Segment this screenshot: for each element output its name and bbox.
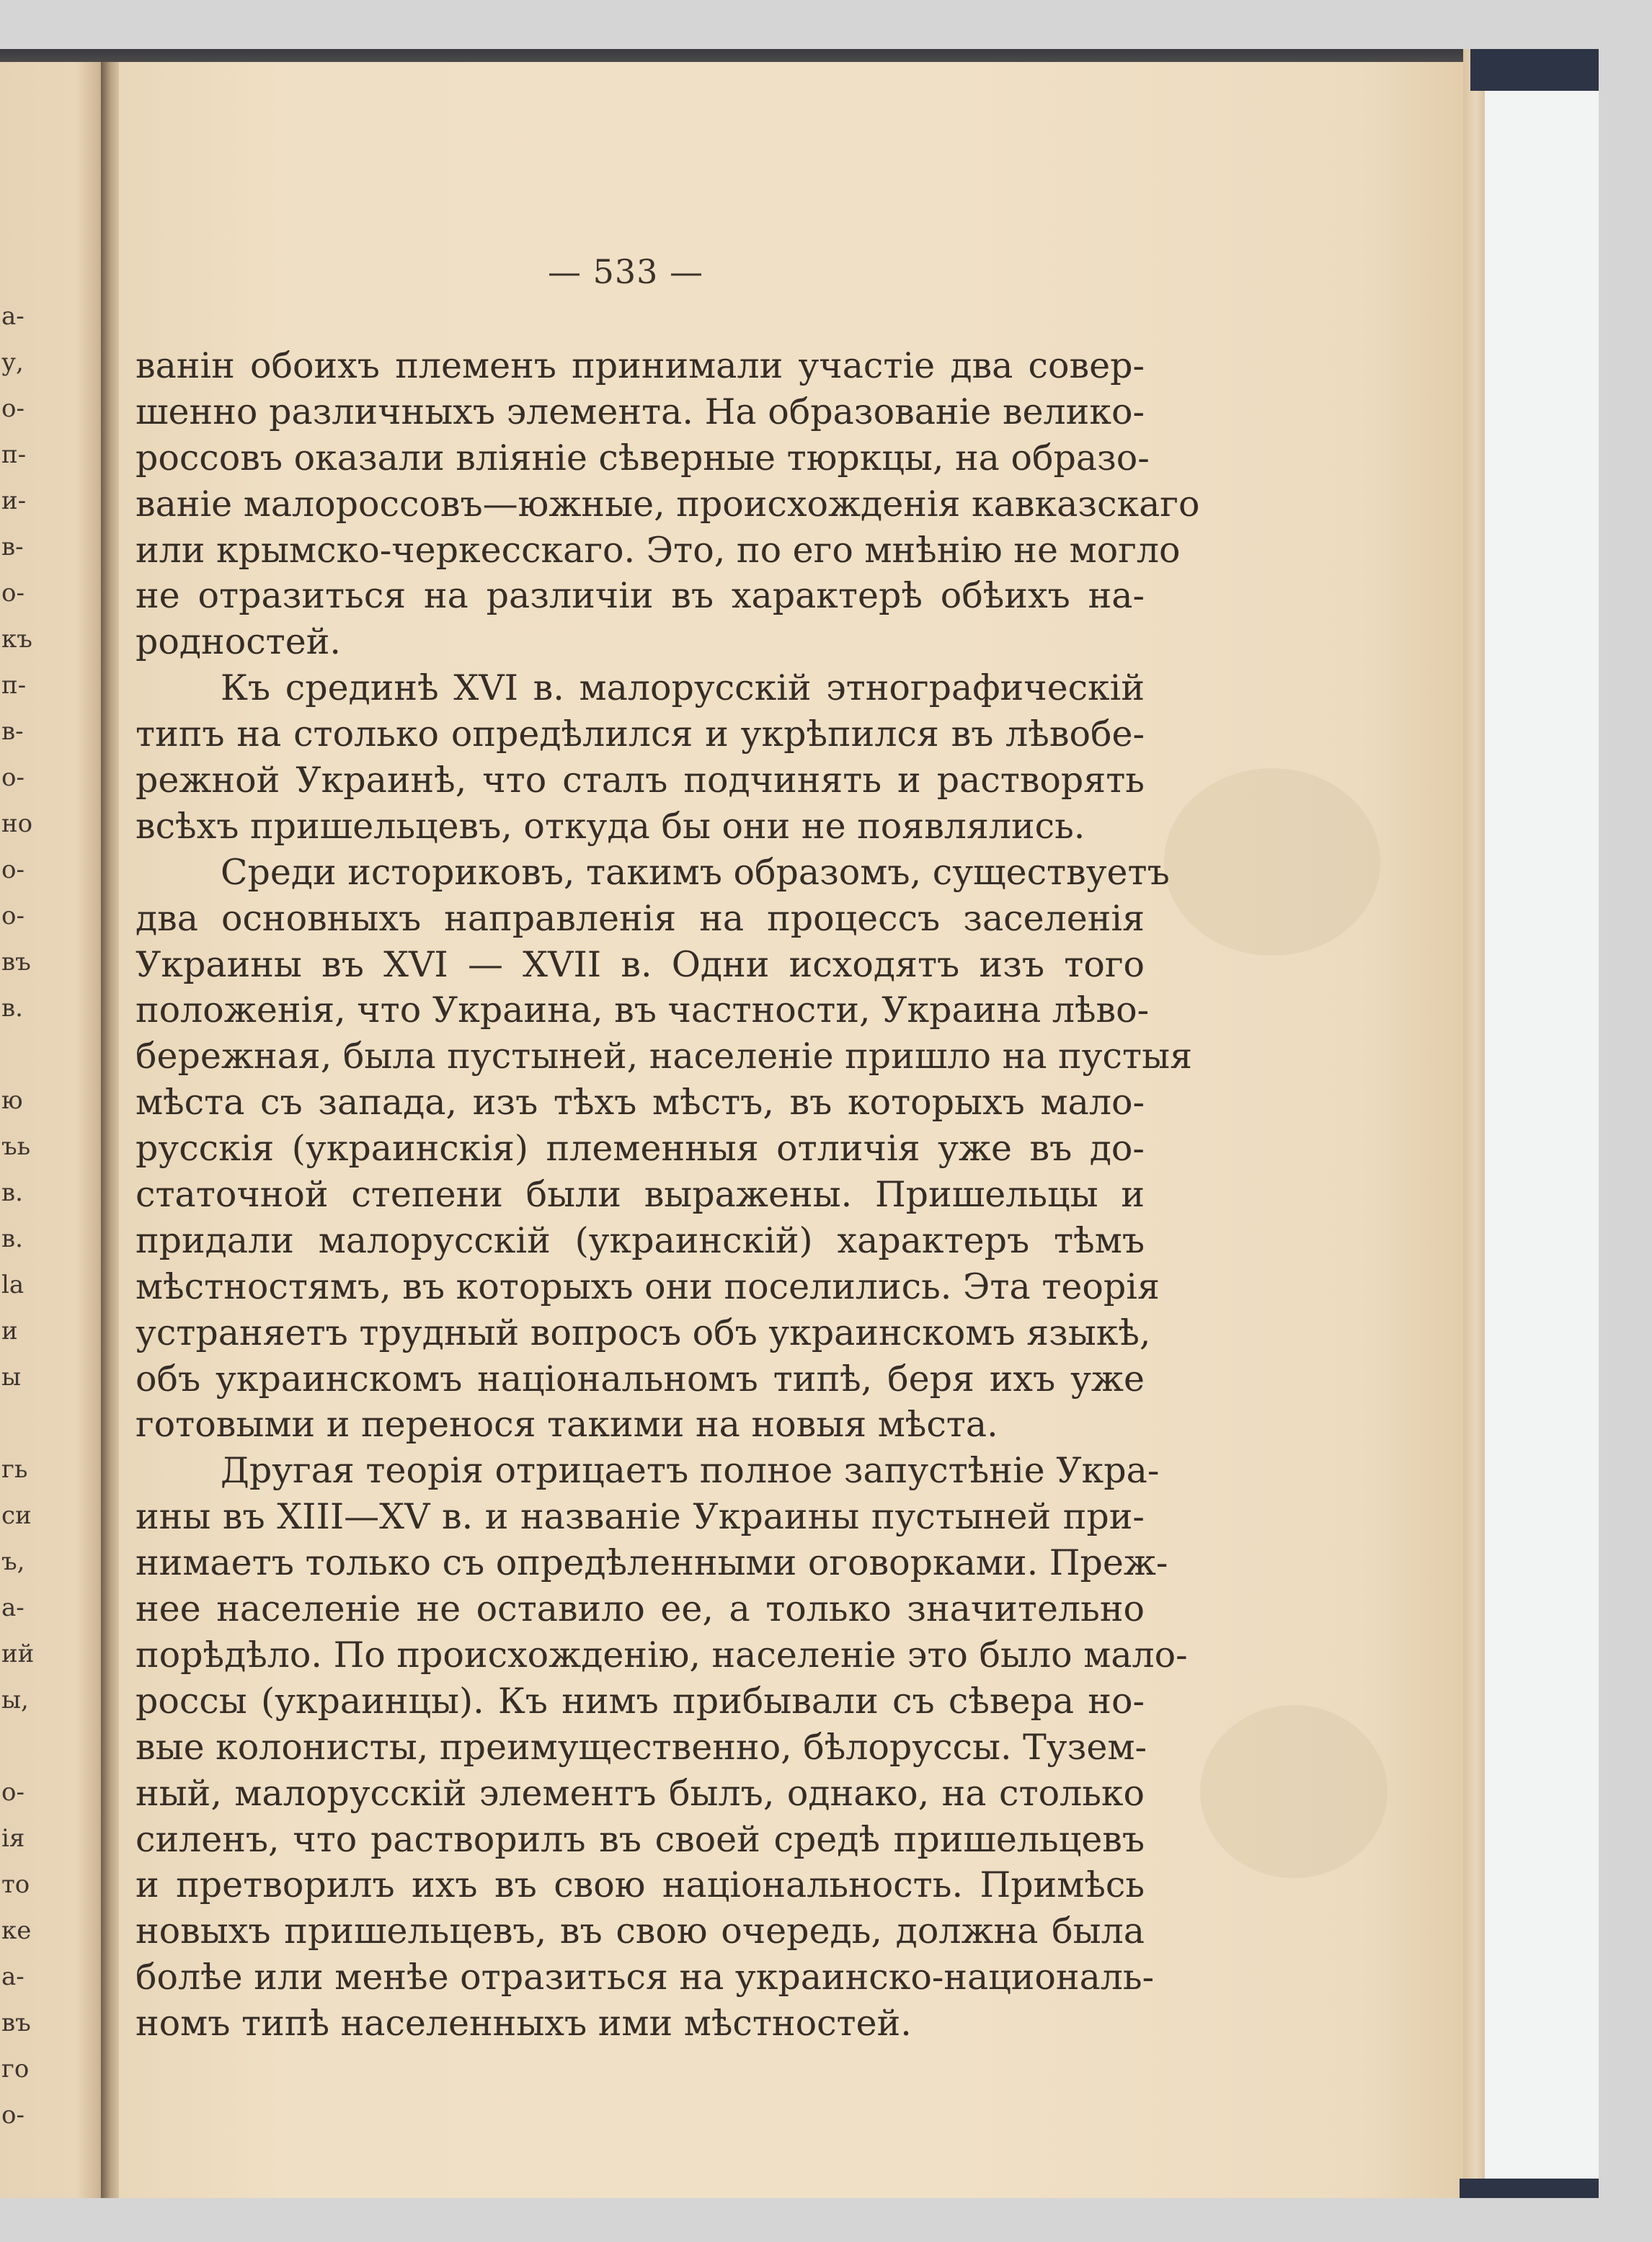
left-page-fragment: а- (1, 1962, 25, 1991)
left-page-fragment: о- (1, 394, 25, 423)
text-line: порѣдѣло. По происхожденію, населеніе это было мало- (136, 1634, 1188, 1676)
text-line: номъ типѣ населенныхъ ими мѣстностей. (136, 2003, 912, 2045)
text-line: не отразиться на различіи въ характерѣ обѣихъ на- (136, 575, 1145, 617)
left-page-fragment: о- (1, 579, 25, 608)
left-page-fragment: в- (1, 717, 24, 746)
left-page-fragment: си (1, 1501, 32, 1530)
text-line: родностей. (136, 621, 341, 663)
text-line: всѣхъ пришельцевъ, откуда бы они не появлялись. (136, 805, 1085, 847)
text-line: нимаетъ только съ опредѣленными оговорками. Преж- (136, 1542, 1168, 1584)
left-page-fragment: о- (1, 763, 25, 792)
left-page-fragment: ія (1, 1824, 25, 1853)
text-line: ваніе малороссовъ—южные, происхожденія кавказскаго (136, 483, 1200, 525)
text-line: нее населеніе не оставило ее, а только значительно (136, 1588, 1145, 1630)
text-line: россы (украинцы). Къ нимъ прибывали съ сѣвера но- (136, 1680, 1145, 1722)
text-line: болѣе или менѣе отразиться на украинско-националь- (136, 1957, 1155, 1998)
text-line: мѣста съ запада, изъ тѣхъ мѣстъ, въ которыхъ мало- (136, 1082, 1145, 1124)
left-page-fragment: в. (1, 1224, 23, 1253)
text-line: ванін обоихъ племенъ принимали участіе два совер- (136, 345, 1145, 386)
left-page-fragment: го (1, 2055, 30, 2083)
left-page-fragment: но (1, 809, 33, 838)
text-line: готовыми и перенося такими на новыя мѣста. (136, 1404, 998, 1446)
left-page-fragment: гь (1, 1455, 28, 1484)
text-line: устраняетъ трудный вопросъ объ украинскомъ языкѣ, (136, 1312, 1151, 1353)
left-page-fragment: п- (1, 440, 27, 469)
left-page-fragment: ъ, (1, 1547, 25, 1576)
scanned-book-spread (0, 49, 1599, 2198)
left-page-fragment: в. (1, 1178, 23, 1207)
left-page-fragment: в. (1, 994, 23, 1023)
paper-stain (1164, 768, 1380, 956)
left-page-fragment: п- (1, 671, 27, 700)
left-page-fragment: ы, (1, 1686, 29, 1714)
cover-top-band (1470, 49, 1599, 91)
text-line: придали малорусскій (украинскій) характеръ тѣмъ (136, 1219, 1145, 1261)
text-line: россовъ оказали вліяніе сѣверные тюркцы, на образо- (136, 437, 1150, 479)
left-page-fragment: в- (1, 533, 24, 561)
left-page-fragment: у, (1, 348, 24, 377)
text-line: шенно различныхъ элемента. На образованіе велико- (136, 391, 1145, 432)
text-line: мѣстностямъ, въ которыхъ они поселились. Эта теорія (136, 1265, 1160, 1307)
left-page-fragment: ке (1, 1916, 32, 1945)
text-line: бережная, была пустыней, населеніе пришло на пустыя (136, 1036, 1192, 1077)
left-page-fragment: о- (1, 1778, 25, 1807)
left-page-fragment: о- (1, 2101, 25, 2130)
left-page-fragment: то (1, 1870, 30, 1899)
text-line: режной Украинѣ, что сталъ подчинять и растворять (136, 760, 1145, 801)
text-line: Къ срединѣ XVI в. малорусскій этнографическій (221, 667, 1145, 709)
left-page-fragment: о- (1, 855, 25, 884)
left-page-fragment: а- (1, 1593, 25, 1622)
left-page-fragment: ы (1, 1363, 22, 1392)
left-page-fragment: въ (1, 948, 31, 977)
text-line: новыхъ пришельцевъ, въ свою очередь, должна была (136, 1910, 1145, 1952)
left-page-fragment: ъь (1, 1132, 31, 1161)
text-line: ины въ XIII—XV в. и названіе Украины пустыней при- (136, 1496, 1145, 1538)
left-page-fragment: и- (1, 486, 27, 515)
left-page-fragment: а- (1, 302, 25, 331)
paper-stain (1200, 1705, 1387, 1878)
left-page-fragment: и (1, 1317, 18, 1345)
text-line: ный, малорусскій элементъ былъ, однако, на столько (136, 1772, 1145, 1814)
text-line: статочной степени были выражены. Пришельцы и (136, 1174, 1145, 1216)
text-line: или крымско-черкесскаго. Это, по его мнѣнію не могло (136, 529, 1181, 571)
text-line: объ украинскомъ національномъ типѣ, беря ихъ уже (136, 1358, 1145, 1400)
page-number: — 533 — (548, 252, 704, 291)
text-line: два основныхъ направленія на процессъ заселенія (136, 897, 1145, 939)
left-page-fragment: ю (1, 1086, 23, 1115)
body-text (136, 343, 1200, 2047)
text-line: силенъ, что растворилъ въ своей средѣ пришельцевъ (136, 1818, 1145, 1860)
book-cover (1485, 49, 1599, 2198)
left-page-fragment: ий (1, 1640, 35, 1668)
text-line: положенія, что Украина, въ частности, Украина лѣво- (136, 989, 1150, 1031)
text-line: и претворилъ ихъ въ свою національность. Примѣсь (136, 1864, 1145, 1906)
text-line: Другая теорія отрицаетъ полное запустѣніе Укра- (221, 1450, 1160, 1492)
cover-bottom-band (1460, 2179, 1599, 2198)
left-page-fragment: къ (1, 625, 32, 654)
left-page-fragment: о- (1, 902, 25, 930)
text-line: типъ на столько опредѣлился и укрѣпился въ лѣвобе- (136, 713, 1145, 755)
text-line: вые колонисты, преимущественно, бѣлоруссы. Тузем- (136, 1726, 1147, 1768)
left-page-fragment: въ (1, 2009, 31, 2037)
text-line: русскія (украинскія) племенныя отличія уже въ до- (136, 1128, 1145, 1170)
left-page-fragment: la (1, 1271, 25, 1299)
text-line: Среди историковъ, такимъ образомъ, существуетъ (221, 851, 1170, 893)
text-line: Украины въ XVI — XVII в. Одни исходятъ изъ того (136, 943, 1145, 985)
